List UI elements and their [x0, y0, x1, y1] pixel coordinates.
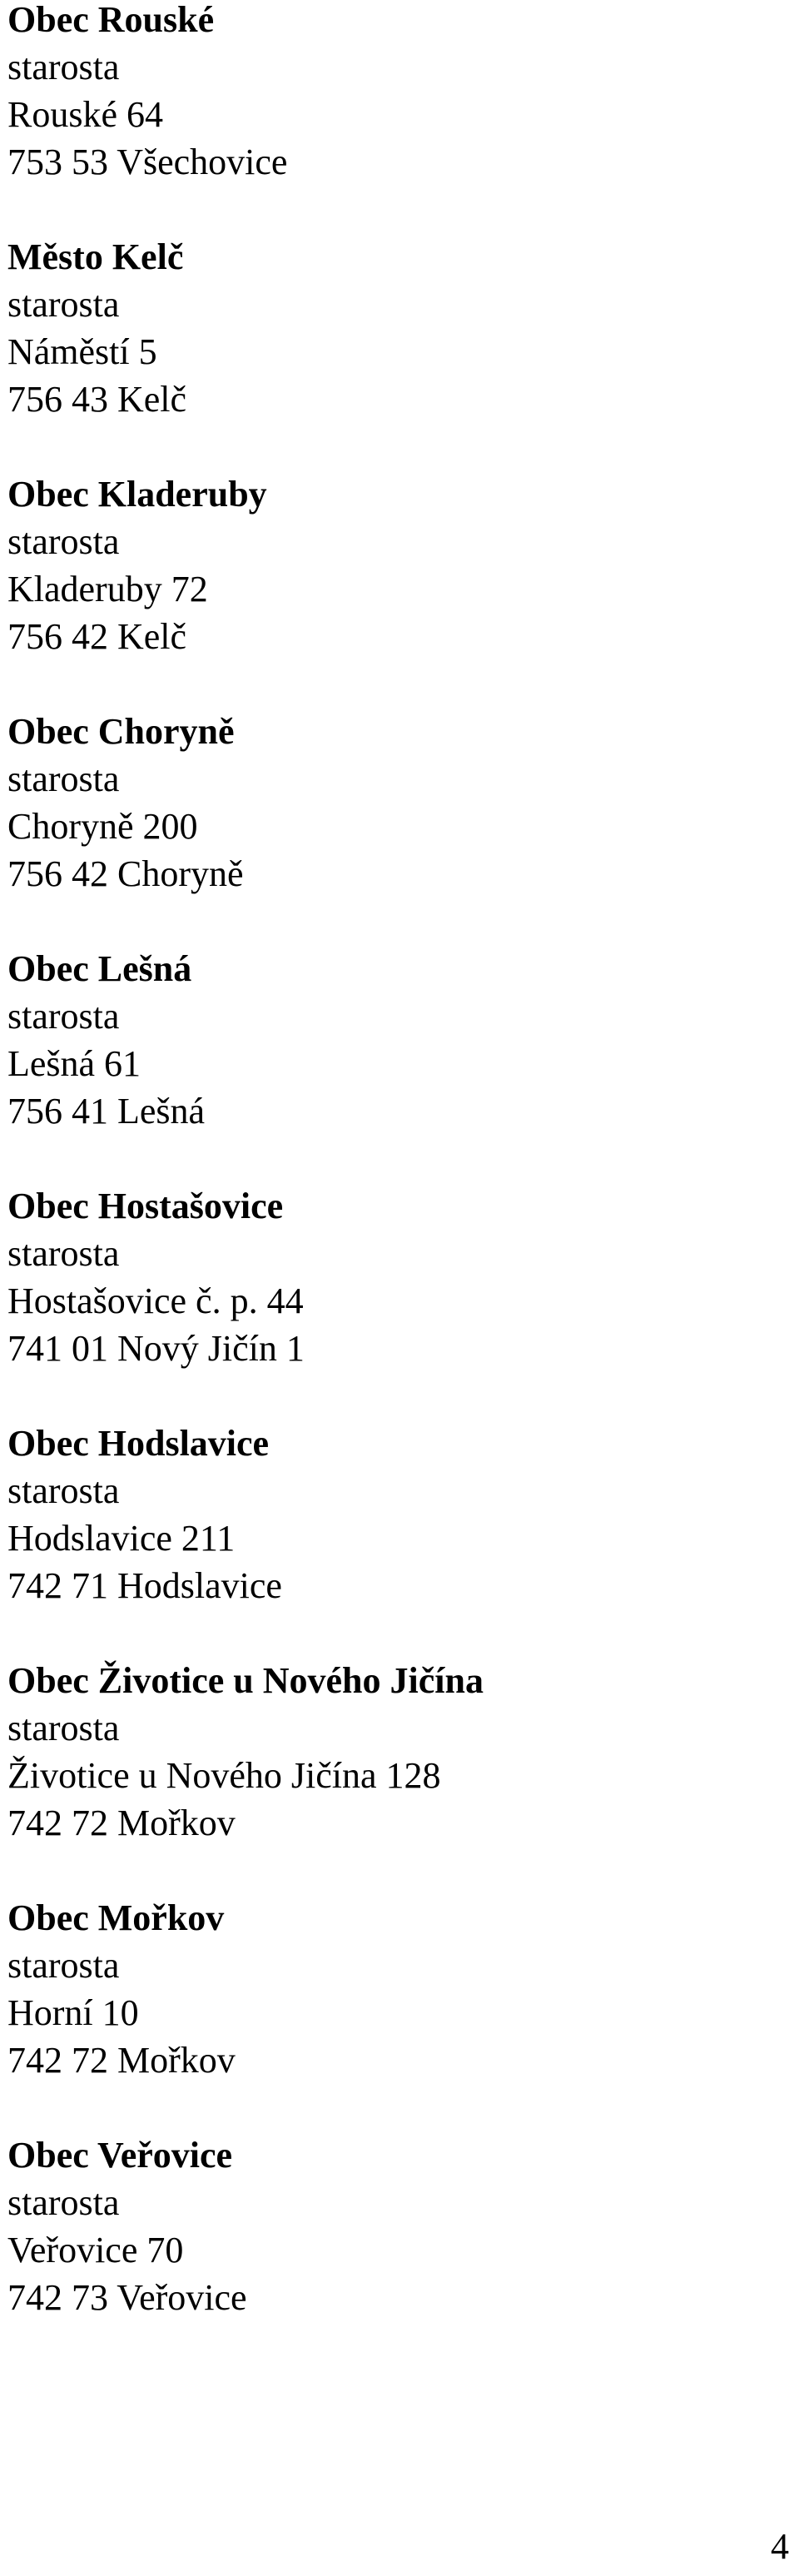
entry-street: Hodslavice 211 — [7, 1518, 236, 1559]
entry-name: Obec Veřovice — [7, 2135, 233, 2176]
entry-city: 742 73 Veřovice — [7, 2277, 247, 2318]
entry-street: Lešná 61 — [7, 1043, 141, 1084]
entry-role: starosta — [7, 284, 120, 325]
entry-role: starosta — [7, 996, 120, 1037]
entry-city: 753 53 Všechovice — [7, 142, 288, 182]
entry-role: starosta — [7, 521, 120, 562]
entry-role: starosta — [7, 2182, 120, 2223]
entry-city: 742 71 Hodslavice — [7, 1565, 282, 1606]
entry-name: Město Kelč — [7, 236, 184, 277]
entry-street: Hostašovice č. p. 44 — [7, 1281, 304, 1321]
entry-role: starosta — [7, 1233, 120, 1274]
address-entry-choryne — [7, 708, 790, 898]
address-entry-morkov — [7, 1894, 790, 2084]
address-entry-rouske — [7, 0, 790, 186]
entry-role: starosta — [7, 47, 120, 87]
entry-city: 756 42 Choryně — [7, 853, 244, 894]
entry-city: 741 01 Nový Jičín 1 — [7, 1328, 305, 1369]
address-entry-kladeruby — [7, 470, 790, 660]
address-entry-kelc — [7, 233, 790, 423]
entry-street: Rouské 64 — [7, 94, 163, 135]
address-entry-hostasovice — [7, 1182, 790, 1372]
entry-role: starosta — [7, 758, 120, 799]
entry-role: starosta — [7, 1470, 120, 1511]
entry-role: starosta — [7, 1708, 120, 1748]
entry-street: Choryně 200 — [7, 806, 198, 847]
entry-city: 756 42 Kelč — [7, 616, 187, 657]
entry-name: Obec Mořkov — [7, 1897, 225, 1938]
entry-name: Obec Rouské — [7, 0, 215, 40]
entry-name: Obec Životice u Nového Jičína — [7, 1660, 484, 1701]
entry-name: Obec Lešná — [7, 948, 192, 989]
entry-city: 756 43 Kelč — [7, 379, 187, 420]
entry-name: Obec Hodslavice — [7, 1423, 270, 1464]
entry-street: Horní 10 — [7, 1992, 139, 2033]
page-number: 4 — [771, 2526, 789, 2567]
entry-city: 756 41 Lešná — [7, 1091, 206, 1131]
entry-street: Životice u Nového Jičína 128 — [7, 1755, 441, 1796]
address-entry-hodslavice — [7, 1420, 790, 1609]
entry-name: Obec Kladeruby — [7, 474, 267, 515]
entry-city: 742 72 Mořkov — [7, 2040, 236, 2081]
address-entry-lesna — [7, 945, 790, 1135]
address-entry-verovice — [7, 2131, 790, 2321]
entry-name: Obec Choryně — [7, 711, 235, 752]
entry-street: Kladeruby 72 — [7, 569, 208, 609]
entry-street: Veřovice 70 — [7, 2230, 184, 2270]
address-entry-zivotice — [7, 1657, 790, 1847]
entry-street: Náměstí 5 — [7, 331, 157, 372]
entry-role: starosta — [7, 1945, 120, 1986]
entry-city: 742 72 Mořkov — [7, 1803, 236, 1843]
entry-name: Obec Hostašovice — [7, 1186, 284, 1226]
